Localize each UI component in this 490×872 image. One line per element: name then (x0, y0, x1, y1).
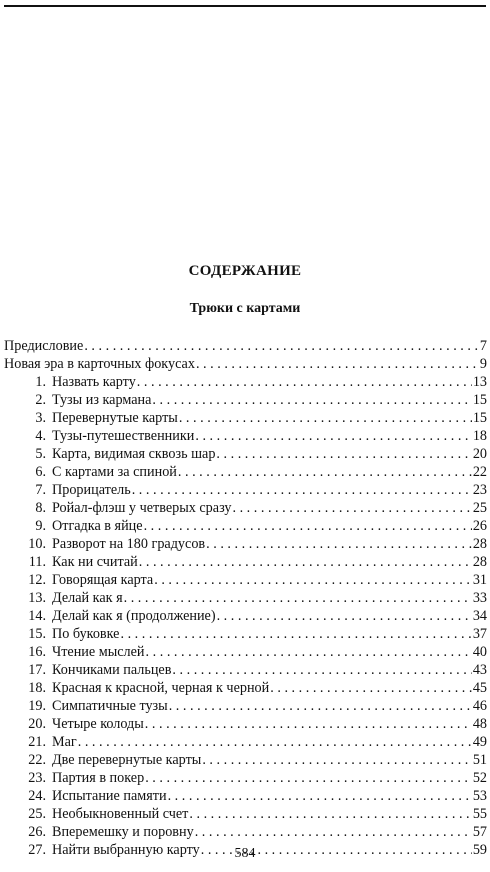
toc-entry-label: Тузы-путешественники (52, 428, 195, 444)
toc-entry-new-era (4, 355, 487, 373)
toc-entry (4, 589, 487, 607)
toc-entry-label: Перевернутые карты (52, 410, 178, 426)
toc-entry (4, 661, 487, 679)
dot-leader (78, 733, 472, 751)
toc-entry-number: 4. (35, 428, 46, 444)
toc-entry-label: Вперемешку и поровну (52, 824, 194, 840)
toc-entry-number: 27. (28, 842, 46, 858)
toc-entry-label: Чтение мыслей (52, 644, 145, 660)
toc-entry (4, 553, 487, 571)
dot-leader (202, 751, 472, 769)
toc-entry-number: 22. (28, 752, 46, 768)
toc-entry-preface (4, 337, 487, 355)
dot-leader (196, 355, 479, 373)
dot-leader (139, 553, 472, 571)
toc-entry-number: 16. (28, 644, 46, 660)
toc-entry-label: Испытание памяти (52, 788, 167, 804)
dot-leader (217, 607, 472, 625)
toc-entry-number: 14. (28, 608, 46, 624)
toc-entry-number: 19. (28, 698, 46, 714)
toc-entry (4, 427, 487, 445)
toc-entry-number: 13. (28, 590, 46, 606)
toc-entry-number: 11. (28, 554, 46, 570)
toc-entry-number: 18. (28, 680, 46, 696)
toc-entry (4, 805, 487, 823)
toc-entry-number: 6. (35, 464, 46, 480)
toc-entry-page: 59 (472, 842, 487, 858)
toc-entry-label: Две перевернутые карты (52, 752, 202, 768)
toc-entry-page: 51 (472, 752, 487, 768)
toc-entry-page: 7 (479, 338, 487, 354)
toc-entry-number: 1. (35, 374, 46, 390)
toc-entry-page: 34 (472, 608, 487, 624)
toc-entry-number: 15. (28, 626, 46, 642)
toc-entry-page: 20 (472, 446, 487, 462)
dot-leader (206, 535, 472, 553)
dot-leader (124, 589, 472, 607)
toc-entry-label: Четыре колоды (52, 716, 144, 732)
toc-entry-label: Партия в покер (52, 770, 145, 786)
dot-leader (232, 499, 471, 517)
toc-entry-page: 18 (472, 428, 487, 444)
toc-entry-page: 31 (472, 572, 487, 588)
toc-entry-page: 52 (472, 770, 487, 786)
toc-entry-label: Карта, видимая сквозь шар (52, 446, 216, 462)
toc-entry-page: 25 (472, 500, 487, 516)
toc-entry-label: Отгадка в яйце (52, 518, 143, 534)
toc-entry-page: 49 (472, 734, 487, 750)
dot-leader (168, 787, 472, 805)
toc-entry-number: 8. (35, 500, 46, 516)
dot-leader (178, 463, 472, 481)
toc-entry-number: 24. (28, 788, 46, 804)
toc-entry-label: Тузы из кармана (52, 392, 152, 408)
toc-entry (4, 445, 487, 463)
toc-entry-label: Необыкновенный счет (52, 806, 189, 822)
toc-entry-number: 23. (28, 770, 46, 786)
toc-entry-page: 22 (472, 464, 487, 480)
dot-leader (137, 373, 472, 391)
toc-entry-page: 45 (472, 680, 487, 696)
toc-entry-number: 5. (35, 446, 46, 462)
dot-leader (145, 715, 472, 733)
toc-entry-page: 23 (472, 482, 487, 498)
toc-entry-page: 28 (472, 554, 487, 570)
dot-leader (120, 625, 471, 643)
page-title: СОДЕРЖАНИЕ (188, 263, 302, 279)
toc-entry-label: Симпатичные тузы (52, 698, 168, 714)
toc-entry-number: 21. (28, 734, 46, 750)
toc-entry-label: Красная к красной, черная к черной (52, 680, 270, 696)
toc-entry-label: Разворот на 180 градусов (52, 536, 206, 552)
dot-leader (195, 427, 471, 445)
toc-entry-number: 20. (28, 716, 46, 732)
dot-leader (152, 391, 471, 409)
toc-entry-label: Ройал-флэш у четверых сразу (52, 500, 232, 516)
toc-entry-page: 55 (472, 806, 487, 822)
toc-entry-label: Кончиками пальцев (52, 662, 172, 678)
toc-entry (4, 607, 487, 625)
toc-entry-number: 26. (28, 824, 46, 840)
toc-entry-label: С картами за спиной (52, 464, 177, 480)
toc-entry (4, 463, 487, 481)
toc-entry-label: По буковке (52, 626, 120, 642)
toc-entry-page: 15 (472, 392, 487, 408)
toc-entry (4, 391, 487, 409)
page-number: 584 (234, 846, 256, 861)
toc-entry-number: 2. (35, 392, 46, 408)
toc-entry-number: 9. (35, 518, 46, 534)
toc-entry (4, 535, 487, 553)
toc-entry-page: 26 (472, 518, 487, 534)
toc-entry (4, 625, 487, 643)
dot-leader (169, 697, 472, 715)
toc-entry-page: 15 (472, 410, 487, 426)
toc-entry-page: 28 (472, 536, 487, 552)
toc-entry-page: 40 (472, 644, 487, 660)
toc-entry-page: 13 (472, 374, 487, 390)
toc-entry (4, 769, 487, 787)
toc-entry (4, 571, 487, 589)
toc-entry-number: 25. (28, 806, 46, 822)
toc-entry-page: 53 (472, 788, 487, 804)
toc-entry-page: 57 (472, 824, 487, 840)
dot-leader (145, 769, 472, 787)
toc-entry-label: Найти выбранную карту (52, 842, 200, 858)
toc-entry-label: Предисловие (4, 338, 84, 354)
dot-leader (172, 661, 471, 679)
dot-leader (179, 409, 472, 427)
toc-entry-number: 7. (35, 482, 46, 498)
dot-leader (189, 805, 471, 823)
toc-entry-number: 17. (28, 662, 46, 678)
toc-entry (4, 751, 487, 769)
toc-entry-page: 37 (472, 626, 487, 642)
toc-entry (4, 733, 487, 751)
toc-entry (4, 697, 487, 715)
dot-leader (84, 337, 479, 355)
toc-entry (4, 787, 487, 805)
toc-entry-page: 43 (472, 662, 487, 678)
toc-entry-label: Делай как я (продолжение) (52, 608, 216, 624)
dot-leader (195, 823, 472, 841)
toc-entry-label: Как ни считай (52, 554, 138, 570)
dot-leader (146, 643, 472, 661)
toc-entry (4, 715, 487, 733)
dot-leader (216, 445, 471, 463)
toc-entry-page: 46 (472, 698, 487, 714)
toc-entry (4, 643, 487, 661)
toc-entry-label: Прорицатель (52, 482, 131, 498)
toc-entry (4, 679, 487, 697)
toc-entry (4, 409, 487, 427)
toc-entry-label: Делай как я (52, 590, 123, 606)
toc-entry-number: 12. (28, 572, 46, 588)
top-rule (4, 5, 486, 7)
toc-entry-page: 48 (472, 716, 487, 732)
toc-entry (4, 373, 487, 391)
dot-leader (154, 571, 472, 589)
toc-entry-label: Говорящая карта (52, 572, 154, 588)
toc-entry (4, 823, 487, 841)
toc-entry-label: Маг (52, 734, 77, 750)
toc-entry-number: 3. (35, 410, 46, 426)
toc-entry-label: Назвать карту (52, 374, 136, 390)
section-title: Трюки с картами (189, 301, 301, 316)
dot-leader (132, 481, 472, 499)
toc-entry (4, 481, 487, 499)
table-of-contents (4, 337, 487, 859)
toc-entry (4, 499, 487, 517)
toc-entry-page: 9 (479, 356, 487, 372)
toc-entry-number: 10. (28, 536, 46, 552)
toc-entry-page: 33 (472, 590, 487, 606)
toc-entry-label: Новая эра в карточных фокусах (4, 356, 195, 372)
dot-leader (144, 517, 472, 535)
dot-leader (270, 679, 472, 697)
toc-entry (4, 517, 487, 535)
